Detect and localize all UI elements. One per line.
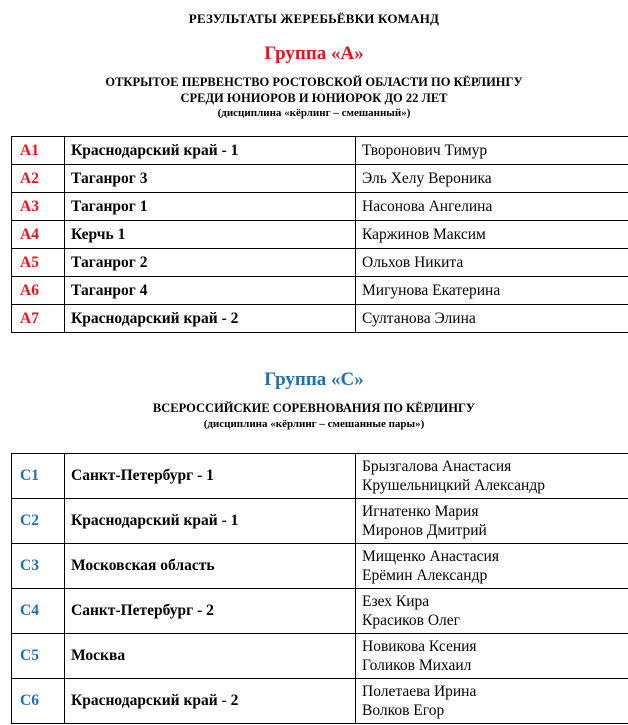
group-c-discipline: (дисциплина «кёрлинг – смешанные пары») (203, 418, 425, 430)
player-name: Полетаева Ирина (362, 683, 477, 700)
player-name: Ольхов Никита (356, 249, 628, 277)
table-row (12, 679, 628, 724)
team-name: Краснодарский край - 2 (65, 305, 356, 333)
group-a-discipline: (дисциплина «кёрлинг – смешанный») (217, 107, 411, 119)
team-name: Таганрог 4 (65, 277, 356, 305)
team-code: А6 (12, 277, 65, 305)
group-a-title: Группа «А» (264, 43, 364, 64)
group-a-subtitle-line1: ОТКРЫТОЕ ПЕРВЕНСТВО РОСТОВСКОЙ ОБЛАСТИ ПО КЁРЛИНГУ (105, 75, 523, 89)
team-name: Таганрог 2 (65, 249, 356, 277)
table-row (12, 454, 628, 499)
team-code: А2 (12, 165, 65, 193)
player-names (356, 679, 628, 724)
table-row (12, 544, 628, 589)
team-code: А7 (12, 305, 65, 333)
player-names (356, 454, 628, 499)
table-row (12, 221, 628, 249)
player-names (356, 499, 628, 544)
team-name: Санкт-Петербург - 1 (65, 454, 356, 499)
table-row (12, 277, 628, 305)
team-name: Краснодарский край - 1 (65, 499, 356, 544)
table-row (12, 249, 628, 277)
team-name: Московская область (65, 544, 356, 589)
team-code: С2 (12, 499, 65, 544)
table-row (12, 634, 628, 679)
table-row (12, 165, 628, 193)
table-row (12, 137, 628, 165)
team-code: С5 (12, 634, 65, 679)
team-name: Москва (65, 634, 356, 679)
group-c-title: Группа «С» (264, 369, 364, 390)
team-name: Санкт-Петербург - 2 (65, 589, 356, 634)
player-name: Миронов Дмитрий (362, 522, 487, 539)
group-c-subtitle-line1: ВСЕРОССИЙСКИЕ СОРЕВНОВАНИЯ ПО КЁРЛИНГУ (152, 401, 476, 415)
player-name: Мищенко Анастасия (362, 548, 499, 565)
team-name: Таганрог 1 (65, 193, 356, 221)
table-row (12, 589, 628, 634)
player-name: Мигунова Екатерина (356, 277, 628, 305)
team-name: Краснодарский край - 1 (65, 137, 356, 165)
player-name: Эль Хелу Вероника (356, 165, 628, 193)
table-row (12, 193, 628, 221)
team-code: С6 (12, 679, 65, 724)
player-name: Насонова Ангелина (356, 193, 628, 221)
document-title: РЕЗУЛЬТАТЫ ЖЕРЕБЬЁВКИ КОМАНД (188, 11, 440, 26)
player-name: Красиков Олег (362, 612, 460, 629)
player-name: Творонович Тимур (356, 137, 628, 165)
group-a-table (11, 136, 628, 333)
player-name: Ерёмин Александр (362, 567, 488, 584)
player-name: Езех Кира (362, 593, 430, 610)
team-code: А3 (12, 193, 65, 221)
team-code: А4 (12, 221, 65, 249)
team-code: С3 (12, 544, 65, 589)
player-names (356, 589, 628, 634)
group-a-subtitle-line2: СРЕДИ ЮНИОРОВ И ЮНИОРОК ДО 22 ЛЕТ (180, 91, 448, 105)
player-names (356, 544, 628, 589)
player-name: Голиков Михаил (362, 657, 472, 674)
player-name: Волков Егор (362, 702, 445, 719)
team-code: С1 (12, 454, 65, 499)
team-code: С4 (12, 589, 65, 634)
team-code: А1 (12, 137, 65, 165)
player-name: Новикова Ксения (362, 638, 477, 655)
team-name: Краснодарский край - 2 (65, 679, 356, 724)
player-name: Каржинов Максим (356, 221, 628, 249)
player-name: Брызгалова Анастасия (362, 458, 512, 475)
group-c-table (11, 453, 628, 724)
table-row (12, 305, 628, 333)
team-name: Таганрог 3 (65, 165, 356, 193)
team-code: А5 (12, 249, 65, 277)
table-row (12, 499, 628, 544)
player-name: Султанова Элина (356, 305, 628, 333)
player-name: Крушельницкий Александр (362, 477, 545, 494)
player-names (356, 634, 628, 679)
team-name: Керчь 1 (65, 221, 356, 249)
player-name: Игнатенко Мария (362, 503, 479, 520)
